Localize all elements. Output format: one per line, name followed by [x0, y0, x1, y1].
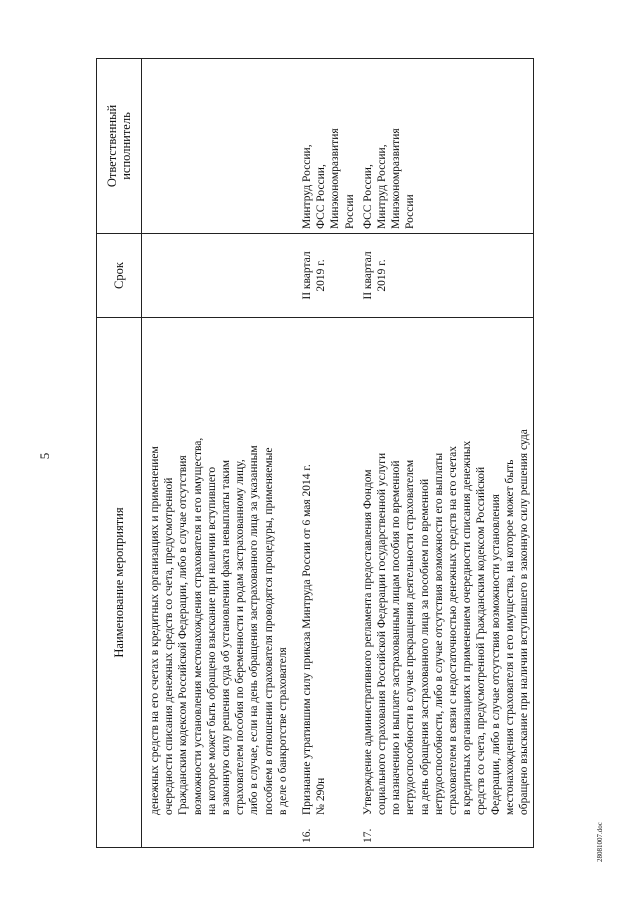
exec-line: ФСС России,: [361, 164, 374, 229]
srok-line: II квартал: [301, 251, 314, 300]
row-17-srok: [359, 234, 534, 318]
row-text-line: Федерации, либо в случае отсутствия возможности установления: [489, 494, 502, 815]
cont-line: очередности списания денежных средств со счета, предусмотренной: [163, 477, 176, 815]
srok-line: II квартал: [361, 251, 374, 300]
row-text-line: местонахождения страхователя и его имущества, на которое может быть: [503, 459, 516, 815]
row-number: 17.: [361, 828, 374, 843]
exec-line: ФСС России,: [315, 164, 328, 229]
exec-line: России: [343, 194, 356, 229]
row-17-exec: [359, 59, 534, 234]
cont-line: в деле о банкротстве страхователя: [276, 647, 289, 815]
row-text-line: страхователем в связи с недостаточностью денежных средств на его счетах: [447, 446, 460, 815]
srok-cell-empty: [142, 234, 299, 318]
header-executor-line1: Ответственный: [105, 104, 119, 188]
row-text-line: нетрудоспособности, либо в случае отсутствия возможности его выплаты: [432, 452, 445, 815]
row-text-line: Признание утратившим силу приказа Минтруда России от 6 мая 2014 г.: [301, 464, 314, 815]
cont-line: либо в случае, если на день обращения застрахованного лица за указанным: [248, 445, 261, 815]
srok-line: 2019 г.: [376, 259, 389, 292]
cont-line: возможности установления местонахождения страхователя и его имущества,: [191, 437, 204, 815]
row-text-line: социального страхования Российской Федерации государственной услуги: [376, 452, 389, 815]
exec-line: Минтруд России,: [376, 144, 389, 229]
table-row: [298, 59, 359, 848]
row-16-exec: [298, 59, 359, 234]
cont-line: в законную силу решения суда об установлении факта невыплаты таким: [220, 459, 233, 815]
footer-file-code: 28081007.doc: [596, 822, 604, 862]
exec-line: Минэкономразвития: [329, 128, 342, 229]
header-executor: [97, 59, 142, 234]
exec-line: Минтруд России,: [301, 144, 314, 229]
rotated-sheet: [96, 58, 586, 848]
header-executor-line2: исполнитель: [119, 112, 133, 180]
row-17-name: [359, 318, 534, 848]
table-header-row: [97, 59, 142, 848]
continuation-text: [142, 318, 299, 848]
row-text-line: Утверждение административного регламента предоставления Фондом: [361, 469, 374, 815]
measures-table: [96, 58, 534, 848]
cont-line: страхователем пособия по беременности и родам застрахованному лицу,: [234, 459, 247, 815]
row-text-line: в кредитных организациях и применением очередности списания денежных: [461, 440, 474, 815]
exec-cell-empty: [142, 59, 299, 234]
header-srok: Срок: [97, 234, 142, 318]
page-number: 5: [37, 452, 52, 460]
row-text-line: средств со счета, предусмотренной Гражданским кодексом Российской: [475, 466, 488, 815]
row-16-name: [298, 318, 359, 848]
row-text-line: № 290н: [315, 777, 328, 815]
row-text-line: по назначению и выплате застрахованным лицам пособия по временной: [390, 460, 403, 815]
row-16-srok: [298, 234, 359, 318]
row-text-line: обращено взыскание при наличии вступившего в законную силу решения суда: [518, 429, 531, 815]
srok-line: 2019 г.: [315, 259, 328, 292]
cont-line: денежных средств на его счетах в кредитных организациях и применением: [149, 446, 161, 815]
cont-line: на которое может быть обращено взыскание при наличии вступившего: [205, 466, 218, 815]
table-row: [359, 59, 534, 848]
row-text-line: нетрудоспособности в случае прекращения деятельности страхователем: [404, 459, 417, 815]
header-name: Наименование мероприятия: [97, 318, 142, 848]
row-text-line: на день обращения застрахованного лица за пособием по временной: [418, 478, 431, 815]
cont-line: пособием в отношении страхователя проводятся процедуры, применяемые: [262, 447, 275, 815]
row-number: 16.: [301, 828, 314, 843]
table-row-continuation: [142, 59, 299, 848]
exec-line: Минэкономразвития: [390, 128, 403, 229]
exec-line: России: [404, 194, 417, 229]
cont-line: Гражданским кодексом Российской Федерации, либо в случае отсутствия: [177, 455, 190, 815]
